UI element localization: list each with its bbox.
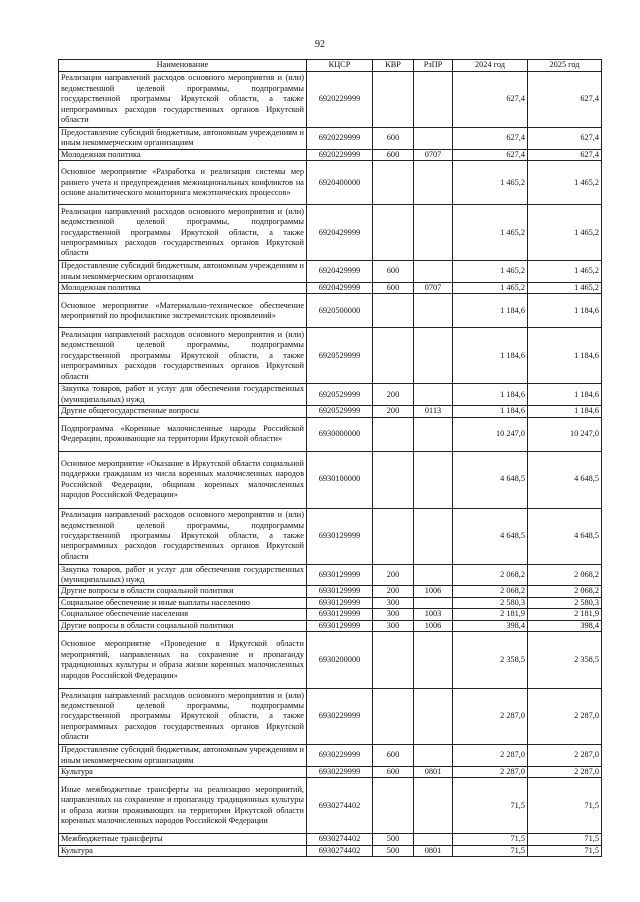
row-kvr: [373, 689, 414, 745]
row-kvr: [373, 161, 414, 205]
row-kvr: 200: [373, 564, 414, 586]
row-2025: 71,5: [528, 834, 602, 845]
row-kcsr: 6930274402: [307, 845, 373, 856]
row-kcsr: 6930129999: [307, 586, 373, 597]
row-rzpr: 0707: [414, 149, 453, 160]
table-row: [59, 417, 602, 451]
row-name: Закупка товаров, работ и услуг для обеспечения государственных (муниципальных) нужд: [59, 564, 307, 586]
row-kcsr: 6930200000: [307, 632, 373, 689]
row-name: Реализация направлений расходов основного мероприятия и (или) ведомственной целевой программы, подпрограммы государственной программы Иркутской области, а также непрограммных расходов государственных органов Иркутской области: [59, 72, 307, 128]
row-2025: 10 247,0: [528, 417, 602, 451]
row-2024: 2 181,9: [453, 609, 528, 620]
table-row: [59, 261, 602, 283]
row-2024: 71,5: [453, 834, 528, 845]
row-kcsr: 6920229999: [307, 72, 373, 128]
row-2024: 2 580,3: [453, 597, 528, 608]
row-name: Другие вопросы в области социальной политики: [59, 586, 307, 597]
row-2025: 71,5: [528, 845, 602, 856]
row-kvr: 300: [373, 620, 414, 631]
row-rzpr: [414, 294, 453, 328]
row-rzpr: [414, 328, 453, 384]
row-rzpr: [414, 384, 453, 406]
row-kvr: 300: [373, 597, 414, 608]
row-rzpr: [414, 417, 453, 451]
row-2025: 627,4: [528, 72, 602, 128]
row-2024: 2 287,0: [453, 745, 528, 767]
row-2025: 2 068,2: [528, 586, 602, 597]
row-kvr: 200: [373, 406, 414, 417]
row-name: Предоставление субсидий бюджетным, автономным учреждениям и иным некоммерческим организациям: [59, 128, 307, 150]
table-row: [59, 72, 602, 128]
row-kvr: [373, 72, 414, 128]
row-rzpr: [414, 597, 453, 608]
row-name: Социальное обеспечение и иные выплаты населению: [59, 597, 307, 608]
row-rzpr: [414, 745, 453, 767]
row-kcsr: 6930229999: [307, 689, 373, 745]
row-2025: 2 068,2: [528, 564, 602, 586]
row-2025: 2 287,0: [528, 766, 602, 777]
table-row: [59, 766, 602, 777]
row-2024: 398,4: [453, 620, 528, 631]
row-name: Реализация направлений расходов основного мероприятия и (или) ведомственной целевой программы, подпрограммы государственной программы Иркутской области, а также непрограммных расходов государственных органов Иркутской области: [59, 205, 307, 261]
row-kvr: [373, 451, 414, 508]
row-name: Реализация направлений расходов основного мероприятия и (или) ведомственной целевой программы, подпрограммы государственной программы Иркутской области, а также непрограммных расходов государственных органов Иркутской области: [59, 508, 307, 564]
row-rzpr: 0707: [414, 283, 453, 294]
row-rzpr: [414, 161, 453, 205]
table-body: [59, 72, 602, 857]
row-2025: 4 648,5: [528, 508, 602, 564]
row-2024: 1 184,6: [453, 294, 528, 328]
row-kcsr: 6920500000: [307, 294, 373, 328]
table-row: [59, 508, 602, 564]
row-kvr: 600: [373, 766, 414, 777]
row-kvr: 600: [373, 745, 414, 767]
row-2024: 627,4: [453, 72, 528, 128]
table-row: [59, 205, 602, 261]
table-row: [59, 689, 602, 745]
row-2025: 1 465,2: [528, 261, 602, 283]
header-kcsr: КЦСР: [307, 60, 373, 72]
row-kcsr: 6930274402: [307, 778, 373, 834]
row-2024: 2 068,2: [453, 586, 528, 597]
table-row: [59, 586, 602, 597]
row-kcsr: 6930129999: [307, 597, 373, 608]
row-kvr: [373, 508, 414, 564]
row-rzpr: [414, 834, 453, 845]
row-2025: 2 287,0: [528, 689, 602, 745]
row-2024: 4 648,5: [453, 508, 528, 564]
row-kvr: [373, 632, 414, 689]
row-kvr: 600: [373, 283, 414, 294]
row-kvr: [373, 778, 414, 834]
table-row: [59, 834, 602, 845]
row-kcsr: 6930129999: [307, 508, 373, 564]
row-rzpr: 0801: [414, 845, 453, 856]
row-rzpr: [414, 778, 453, 834]
row-kcsr: 6920229999: [307, 128, 373, 150]
row-name: Реализация направлений расходов основного мероприятия и (или) ведомственной целевой программы, подпрограммы государственной программы Иркутской области, а также непрограммных расходов государственных органов Иркутской области: [59, 328, 307, 384]
row-name: Основное мероприятие «Разработка и реализация системы мер раннего учета и предупреждения межнациональных конфликтов на основе аналитического мониторинга межэтнических процессов»: [59, 161, 307, 205]
row-rzpr: 1006: [414, 586, 453, 597]
header-rzpr: РзПР: [414, 60, 453, 72]
row-2024: 1 184,6: [453, 384, 528, 406]
row-rzpr: [414, 451, 453, 508]
header-2025: 2025 год: [528, 60, 602, 72]
row-2025: 2 580,3: [528, 597, 602, 608]
row-rzpr: [414, 564, 453, 586]
row-kvr: [373, 417, 414, 451]
row-rzpr: 0113: [414, 406, 453, 417]
row-2025: 4 648,5: [528, 451, 602, 508]
table-row: [59, 384, 602, 406]
row-2025: 2 287,0: [528, 745, 602, 767]
row-name: Предоставление субсидий бюджетным, автономным учреждениям и иным некоммерческим организациям: [59, 261, 307, 283]
row-name: Культура: [59, 845, 307, 856]
header-2024: 2024 год: [453, 60, 528, 72]
row-2025: 2 358,5: [528, 632, 602, 689]
budget-table: [58, 59, 602, 857]
row-name: Подпрограмма «Коренные малочисленные народы Российской Федерации, проживающие на территории Иркутской области»: [59, 417, 307, 451]
table-row: [59, 632, 602, 689]
table-row: [59, 745, 602, 767]
row-2024: 1 465,2: [453, 205, 528, 261]
row-2025: 1 184,6: [528, 384, 602, 406]
table-row: [59, 845, 602, 856]
row-rzpr: 0801: [414, 766, 453, 777]
row-kcsr: 6920400000: [307, 161, 373, 205]
row-name: Социальное обеспечение населения: [59, 609, 307, 620]
row-kcsr: 6920229999: [307, 149, 373, 160]
row-rzpr: [414, 689, 453, 745]
row-name: Другие общегосударственные вопросы: [59, 406, 307, 417]
row-name: Закупка товаров, работ и услуг для обеспечения государственных (муниципальных) нужд: [59, 384, 307, 406]
row-2025: 627,4: [528, 128, 602, 150]
row-kcsr: 6930229999: [307, 745, 373, 767]
row-name: Предоставление субсидий бюджетным, автономным учреждениям и иным некоммерческим организациям: [59, 745, 307, 767]
row-kcsr: 6920529999: [307, 384, 373, 406]
row-kcsr: 6930000000: [307, 417, 373, 451]
row-kcsr: 6920429999: [307, 261, 373, 283]
row-2024: 1 184,6: [453, 328, 528, 384]
row-name: Межбюджетные трансферты: [59, 834, 307, 845]
row-kvr: 200: [373, 384, 414, 406]
table-header-row: [59, 60, 602, 72]
row-2025: 71,5: [528, 778, 602, 834]
row-2024: 1 465,2: [453, 261, 528, 283]
row-kvr: 600: [373, 149, 414, 160]
row-rzpr: [414, 632, 453, 689]
row-kcsr: 6930274402: [307, 834, 373, 845]
table-row: [59, 620, 602, 631]
table-row: [59, 283, 602, 294]
row-2024: 2 068,2: [453, 564, 528, 586]
table-row: [59, 128, 602, 150]
row-rzpr: 1006: [414, 620, 453, 631]
row-2024: 71,5: [453, 778, 528, 834]
header-name: Наименование: [59, 60, 307, 72]
page-number: 92: [315, 39, 325, 50]
row-2025: 1 465,2: [528, 161, 602, 205]
row-kcsr: 6920429999: [307, 283, 373, 294]
table-row: [59, 609, 602, 620]
row-kcsr: 6930100000: [307, 451, 373, 508]
row-2024: 2 287,0: [453, 766, 528, 777]
row-kvr: 600: [373, 128, 414, 150]
row-2024: 4 648,5: [453, 451, 528, 508]
table-row: [59, 597, 602, 608]
row-name: Культура: [59, 766, 307, 777]
row-rzpr: [414, 205, 453, 261]
row-kvr: 500: [373, 845, 414, 856]
row-2024: 2 287,0: [453, 689, 528, 745]
row-kvr: 300: [373, 609, 414, 620]
row-kcsr: 6920529999: [307, 406, 373, 417]
row-kcsr: 6930129999: [307, 620, 373, 631]
row-kvr: 600: [373, 261, 414, 283]
table-row: [59, 406, 602, 417]
row-2025: 1 184,6: [528, 294, 602, 328]
row-2025: 1 465,2: [528, 283, 602, 294]
table-row: [59, 149, 602, 160]
table-row: [59, 564, 602, 586]
row-kvr: [373, 294, 414, 328]
row-2024: 627,4: [453, 128, 528, 150]
row-kcsr: 6930229999: [307, 766, 373, 777]
table-row: [59, 451, 602, 508]
row-rzpr: [414, 508, 453, 564]
table-row: [59, 294, 602, 328]
row-kcsr: 6930129999: [307, 609, 373, 620]
row-name: Молодежная политика: [59, 283, 307, 294]
row-2024: 627,4: [453, 149, 528, 160]
row-2025: 1 184,6: [528, 328, 602, 384]
row-kcsr: 6920529999: [307, 328, 373, 384]
row-2025: 1 465,2: [528, 205, 602, 261]
row-name: Основное мероприятие «Оказание в Иркутской области социальной поддержки гражданам из числа коренных малочисленных народов Российской Федерации, общинам коренных малочисленных народов Российской Федерации»: [59, 451, 307, 508]
row-rzpr: [414, 128, 453, 150]
row-name: Иные межбюджетные трансферты на реализацию мероприятий, направленных на сохранение и пропаганду традиционных культуры и образа жизни проживающих на территории Иркутской области коренных малочисленных народов Российской Федерации: [59, 778, 307, 834]
row-kvr: 200: [373, 586, 414, 597]
row-name: Реализация направлений расходов основного мероприятия и (или) ведомственной целевой программы, подпрограммы государственной программы Иркутской области, а также непрограммных расходов государственных органов Иркутской области: [59, 689, 307, 745]
row-2025: 1 184,6: [528, 406, 602, 417]
header-kvr: КВР: [373, 60, 414, 72]
row-kvr: 500: [373, 834, 414, 845]
row-kvr: [373, 328, 414, 384]
row-kcsr: 6930129999: [307, 564, 373, 586]
row-kvr: [373, 205, 414, 261]
row-2025: 398,4: [528, 620, 602, 631]
row-name: Другие вопросы в области социальной политики: [59, 620, 307, 631]
row-2025: 627,4: [528, 149, 602, 160]
row-2025: 2 181,9: [528, 609, 602, 620]
row-name: Основное мероприятие «Материально-техническое обеспечение мероприятий по профилактике экстремистских проявлений»: [59, 294, 307, 328]
table-row: [59, 778, 602, 834]
row-rzpr: 1003: [414, 609, 453, 620]
row-rzpr: [414, 261, 453, 283]
row-rzpr: [414, 72, 453, 128]
row-name: Молодежная политика: [59, 149, 307, 160]
table-row: [59, 161, 602, 205]
row-2024: 10 247,0: [453, 417, 528, 451]
row-2024: 1 184,6: [453, 406, 528, 417]
row-2024: 71,5: [453, 845, 528, 856]
row-2024: 2 358,5: [453, 632, 528, 689]
row-2024: 1 465,2: [453, 161, 528, 205]
row-kcsr: 6920429999: [307, 205, 373, 261]
row-2024: 1 465,2: [453, 283, 528, 294]
row-name: Основное мероприятие «Проведение в Иркутской области мероприятий, направленных на сохранение и пропаганду традиционных культуры и образа жизни коренных малочисленных народов Российской Федерации»: [59, 632, 307, 689]
table-row: [59, 328, 602, 384]
